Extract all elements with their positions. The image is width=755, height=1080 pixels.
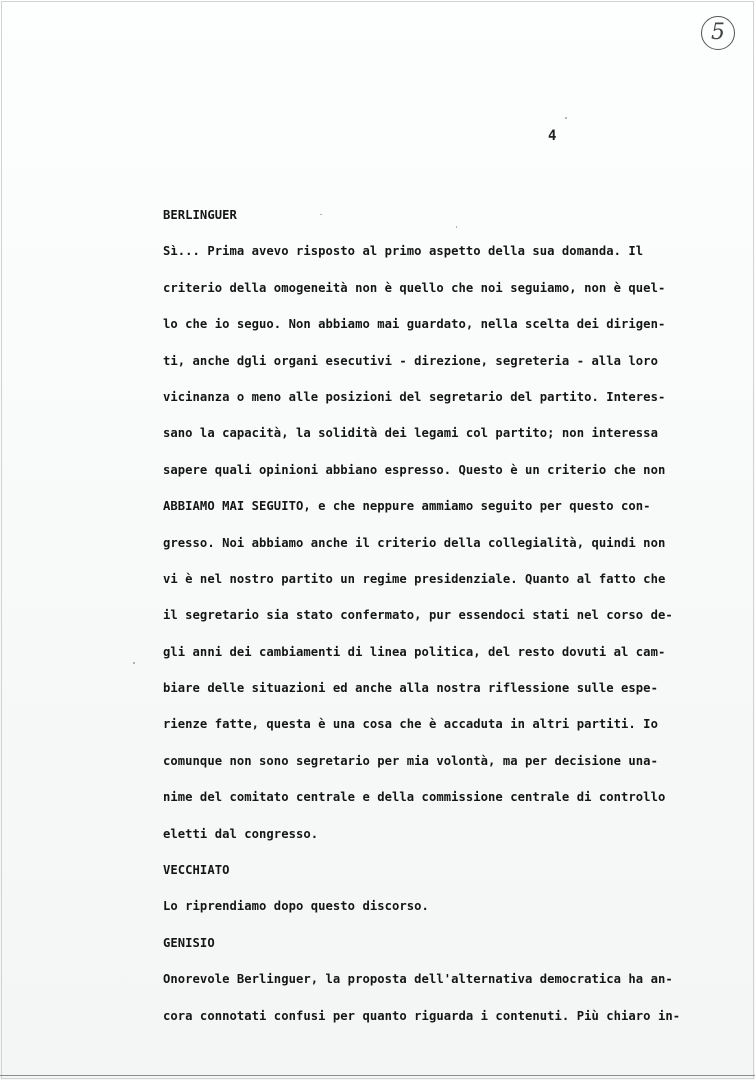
text-line: Sì... Prima avevo risposto al primo aspetto della sua domanda. Il: [163, 244, 644, 259]
text-line: ti, anche dgli organi esecutivi - direzione, segreteria - alla loro: [163, 353, 658, 368]
scan-speck: [456, 226, 457, 228]
text-line: gli anni dei cambiamenti di linea politica, del resto dovuti al cam-: [163, 644, 666, 659]
text-line: Onorevole Berlinguer, la proposta dell'alternativa democratica ha an-: [163, 972, 673, 987]
text-line: sano la capacità, la solidità dei legami col partito; non interessa: [163, 426, 658, 441]
circled-page-number: 5: [701, 16, 735, 50]
text-line: lo che io seguo. Non abbiamo mai guardato, nella scelta dei dirigen-: [163, 317, 666, 332]
speaker-name: BERLINGUER: [163, 208, 237, 222]
text-line: comunque non sono segretario per mia volontà, ma per decisione una-: [163, 753, 658, 768]
scan-speck: [133, 662, 135, 664]
speaker-name: GENISIO: [163, 935, 215, 950]
text-line: gresso. Noi abbiamo anche il criterio della collegialità, quindi non: [163, 535, 666, 550]
scan-speck: [565, 117, 567, 119]
scan-speck: [320, 214, 322, 215]
text-line: Lo riprendiamo dopo questo discorso.: [163, 899, 429, 914]
text-line: eletti dal congresso.: [163, 826, 319, 841]
text-line: biare delle situazioni ed anche alla nostra riflessione sulle espe-: [163, 681, 658, 696]
text-line: rienze fatte, questa è una cosa che è accaduta in altri partiti. Io: [163, 717, 658, 732]
page-bottom-edge: [0, 1075, 755, 1076]
text-line: il segretario sia stato confermato, pur essendoci stati nel corso de-: [163, 608, 673, 623]
text-line: cora connotati confusi per quanto riguarda i contenuti. Più chiaro in-: [163, 1008, 681, 1023]
speaker-name: VECCHIATO: [163, 863, 230, 878]
text-line: vi è nel nostro partito un regime presidenziale. Quanto al fatto che: [163, 571, 666, 586]
text-line: nime del comitato centrale e della commissione centrale di controllo: [163, 790, 666, 805]
page-number: 4: [548, 128, 557, 144]
text-line: sapere quali opinioni abbiano espresso. Questo è un criterio che non: [163, 462, 666, 477]
text-line: criterio della omogeneità non è quello che noi seguiamo, non è quel-: [163, 280, 666, 295]
transcript-body: [163, 197, 703, 1034]
text-line: vicinanza o meno alle posizioni del segretario del partito. Interes-: [163, 389, 666, 404]
text-line: ABBIAMO MAI SEGUITO, e che neppure ammiamo seguito per questo con-: [163, 499, 651, 514]
